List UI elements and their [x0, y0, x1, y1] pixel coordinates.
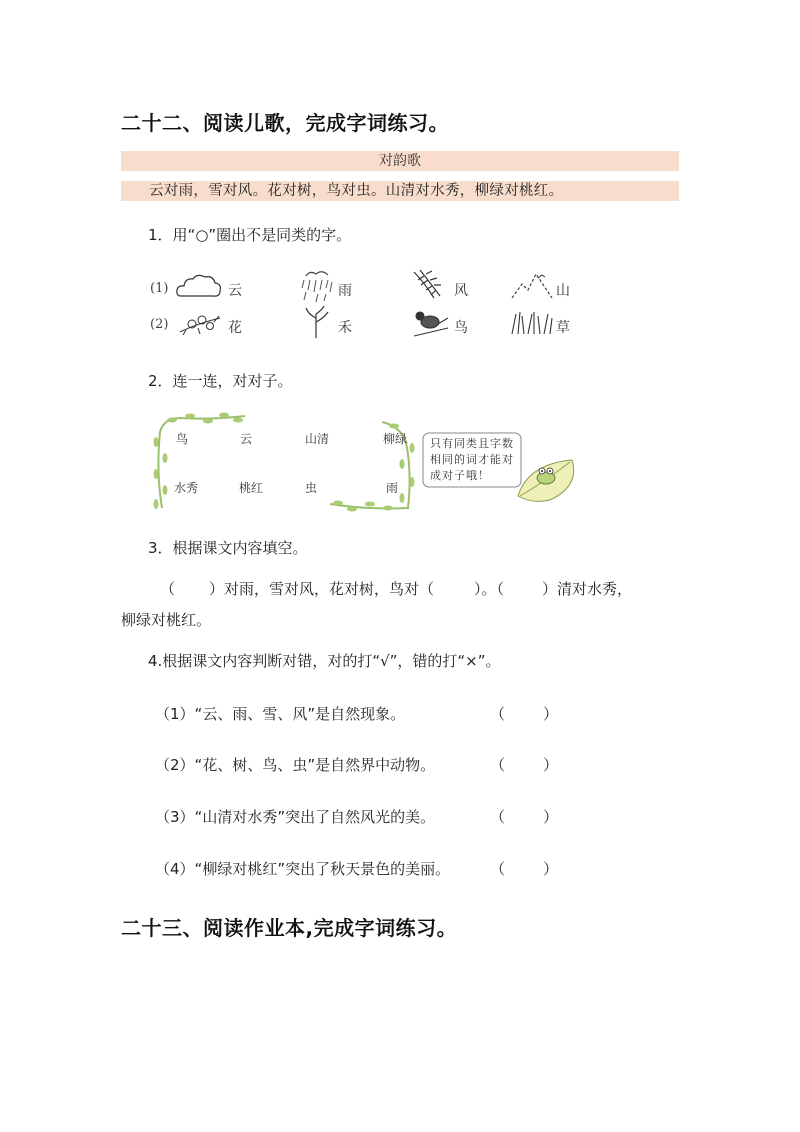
q4-item-text: （4）“柳绿对桃红”突出了秋天景色的美丽。	[155, 860, 451, 878]
q3-text: ）清对水秀，	[542, 580, 633, 598]
cloud-icon	[175, 272, 223, 302]
q2-note-line: 相同的词才能对	[430, 453, 514, 466]
q1-char: 风	[454, 283, 468, 299]
q3-text: ）对雨，雪对风，花对树，鸟对（	[209, 580, 435, 598]
q4-answer-paren[interactable]: （ ）	[490, 860, 559, 878]
q4-answer-paren[interactable]: （ ）	[490, 808, 559, 826]
vine-frame-icon	[150, 412, 440, 516]
q2-note-line: 成对子哦！	[430, 469, 490, 482]
rice-plant-icon	[302, 306, 332, 340]
q3-line2: 柳绿对桃红。	[121, 611, 212, 629]
q3-line1	[160, 578, 632, 599]
q2-prompt: 2．连一连，对对子。	[148, 372, 293, 390]
q4-answer-paren[interactable]: （ ）	[490, 705, 559, 723]
q2-top-word[interactable]: 鸟	[176, 432, 189, 446]
q1-char: 山	[556, 283, 570, 299]
q1-char: 禾	[338, 320, 352, 336]
q1-char: 云	[228, 283, 242, 299]
q2-bottom-word[interactable]: 雨	[386, 481, 399, 495]
grass-icon	[510, 308, 554, 336]
q2-bottom-word[interactable]: 水秀	[174, 481, 199, 495]
q1-row2-label: (2)	[150, 317, 169, 332]
q1-row1-label: (1)	[150, 281, 169, 296]
q1-char: 草	[556, 320, 570, 336]
q2-top-word[interactable]: 山清	[305, 432, 330, 446]
q4-answer-paren[interactable]: （ ）	[490, 756, 559, 774]
section-23-heading: 二十三、阅读作业本,完成字词练习。	[121, 916, 458, 940]
bird-icon	[410, 306, 450, 340]
q3-text: ）。（	[474, 580, 505, 598]
q2-top-word[interactable]: 柳绿	[383, 432, 408, 446]
rain-icon	[300, 268, 336, 304]
q2-bottom-word[interactable]: 桃红	[239, 481, 264, 495]
section-22-heading: 二十二、阅读儿歌，完成字词练习。	[121, 111, 449, 135]
q1-char: 鸟	[454, 320, 468, 336]
poem-title-band: 对韵歌	[121, 151, 679, 171]
q4-prompt: 4.根据课文内容判断对错，对的打“√”，错的打“×”。	[148, 652, 501, 670]
leaf-icon	[514, 456, 584, 504]
q2-note-line: 只有同类且字数	[430, 437, 514, 450]
q3-text: （	[160, 580, 176, 598]
poem-text-band: 云对雨，雪对风。花对树，鸟对虫。山清对水秀，柳绿对桃红。	[121, 181, 679, 201]
mountain-icon	[510, 268, 554, 302]
q2-note	[430, 436, 522, 484]
q1-char: 雨	[338, 283, 352, 299]
q4-item-text: （1）“云、雨、雪、风”是自然现象。	[155, 705, 406, 723]
q1-prompt: 1．用“○”圈出不是同类的字。	[148, 226, 352, 244]
flower-icon	[178, 308, 222, 338]
q3-prompt: 3．根据课文内容填空。	[148, 539, 308, 557]
q1-char: 花	[228, 320, 242, 336]
q4-item-text: （3）“山清对水秀”突出了自然风光的美。	[155, 808, 436, 826]
q2-top-word[interactable]: 云	[240, 432, 253, 446]
wind-icon	[410, 268, 450, 302]
q4-item-text: （2）“花、树、鸟、虫”是自然界中动物。	[155, 756, 436, 774]
q2-bottom-word[interactable]: 虫	[305, 481, 318, 495]
